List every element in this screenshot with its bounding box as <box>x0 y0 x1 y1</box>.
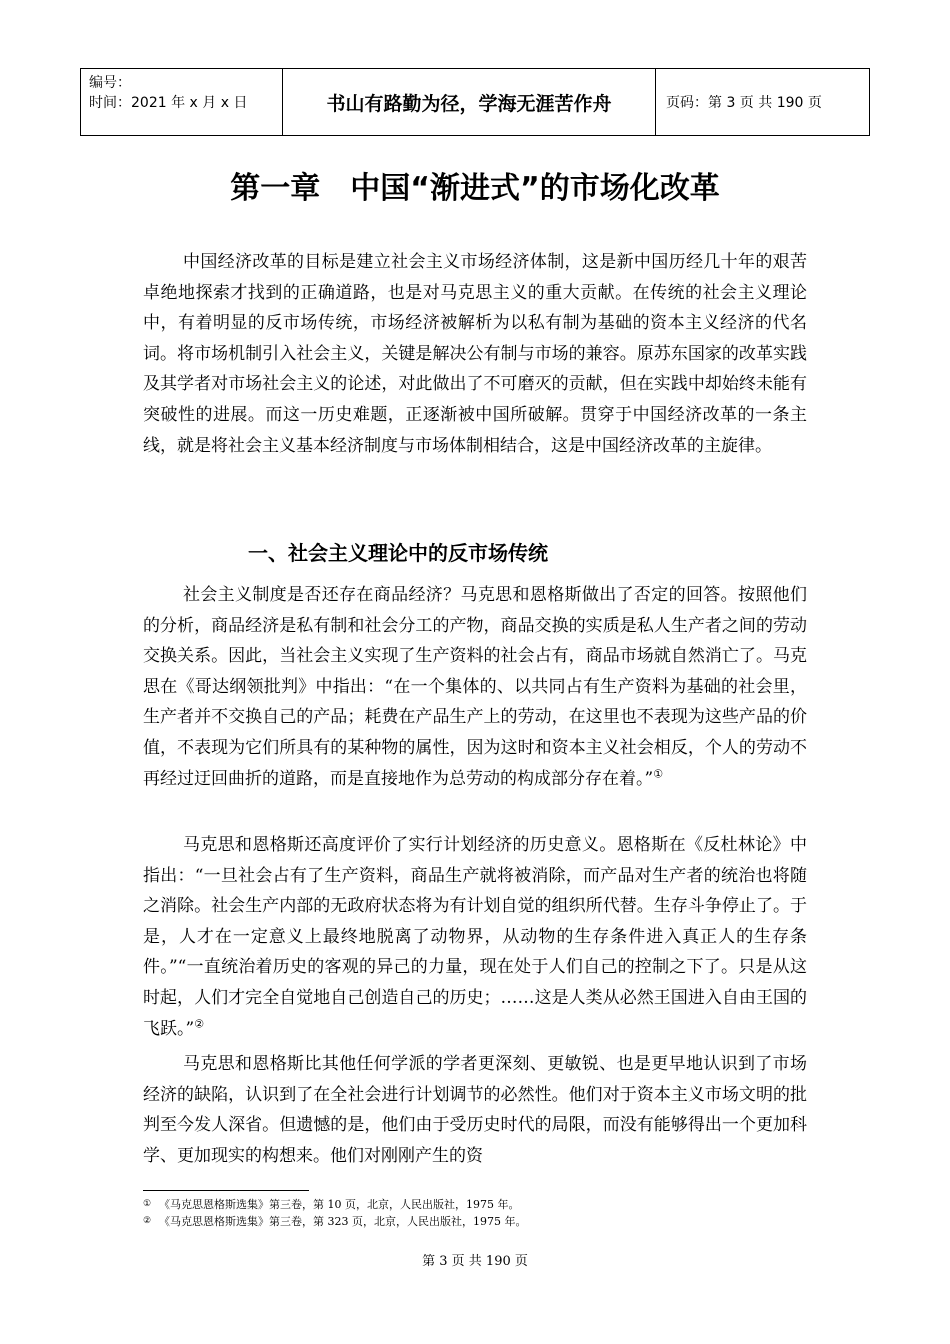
footnote-ref-1[interactable]: ① <box>653 766 664 780</box>
header-motto: 书山有路勤为径，学海无涯苦作舟 <box>283 69 656 135</box>
footnote-number: ① <box>143 1199 152 1209</box>
paragraph-2-text: 马克思和恩格斯还高度评价了实行计划经济的历史意义。恩格斯在《反杜林论》中指出：“一旦社会占有了生产资料，商品生产就将被消除，而产品对生产者的统治也将随之消除。社会生产内部的无政府状态将为有计划自觉的组织所代替。生存斗争停止了。于是，人才在一定意义上最终地脱离了动物界，从动物的生存条件进入真正人的生存条件。”“一直统治着历史的客观的异己的力量，现在处于人们自己的控制之下了。只是从这时起，人们才完全自觉地自己创造自己的历史；……这是人类从必然王国进入自由王国的飞跃。” <box>143 835 807 1039</box>
header-page-info: 页码：第 3 页 共 190 页 <box>666 95 822 111</box>
body-paragraph-1 <box>143 580 807 794</box>
paragraph-1-text: 社会主义制度是否还存在商品经济？马克思和恩格斯做出了否定的回答。按照他们的分析，商品经济是私有制和社会分工的产物，商品交换的实质是私人生产者之间的劳动交换关系。因此，当社会主义实现了生产资料的社会占有，商品市场就自然消亡了。马克思在《哥达纲领批判》中指出：“在一个集体的、以共同占有生产资料为基础的社会里，生产者并不交换自己的产品；耗费在产品生产上的劳动，在这里也不表现为这些产品的价值，不表现为它们所具有的某种物的属性，因为这时和资本主义社会相反，个人的劳动不再经过迂回曲折的道路，而是直接地作为总劳动的构成部分存在着。” <box>143 585 807 789</box>
page-header <box>80 68 870 136</box>
footnote-number: ② <box>143 1216 152 1226</box>
footnote-ref-2[interactable]: ② <box>194 1016 205 1030</box>
section-heading: 一、社会主义理论中的反市场传统 <box>248 541 548 565</box>
document-number-label: 编号： <box>89 75 131 91</box>
intro-paragraph: 中国经济改革的目标是建立社会主义市场经济体制，这是新中国历经几十年的艰苦卓绝地探索才找到的正确道路，也是对马克思主义的重大贡献。在传统的社会主义理论中，有着明显的反市场传统，市场经济被解析为以私有制为基础的资本主义经济的代名词。将市场机制引入社会主义，关键是解决公有制与市场的兼容。原苏东国家的改革实践及其学者对市场社会主义的论述，对此做出了不可磨灭的贡献，但在实践中却始终未能有突破性的进展。而这一历史难题，正逐渐被中国所破解。贯穿于中国经济改革的一条主线，就是将社会主义基本经济制度与市场体制相结合，这是中国经济改革的主旋律。 <box>143 252 807 456</box>
footnotes <box>143 1196 843 1230</box>
footnote-text: 《马克思恩格斯选集》第三卷，第 10 页，北京，人民出版社，1975 年。 <box>159 1198 520 1211</box>
footnote-text: 《马克思恩格斯选集》第三卷，第 323 页，北京，人民出版社，1975 年。 <box>159 1215 527 1228</box>
footnote-2 <box>143 1213 843 1230</box>
footnote-1 <box>143 1196 843 1213</box>
page-number: 第 3 页 共 190 页 <box>422 1254 528 1269</box>
header-meta <box>81 69 283 135</box>
chapter-title: 第一章 中国“渐进式”的市场化改革 <box>230 171 720 206</box>
body-paragraph-3: 马克思和恩格斯比其他任何学派的学者更深刻、更敏锐、也是更早地认识到了市场经济的缺陷，认识到了在全社会进行计划调节的必然性。他们对于资本主义市场文明的批判至今发人深省。但遗憾的是，他们由于受历史时代的局限，而没有能够得出一个更加科学、更加现实的构想来。他们对刚刚产生的资 <box>143 1054 807 1166</box>
document-date: 时间：2021 年 x 月 x 日 <box>89 95 248 111</box>
body-paragraph-2 <box>143 830 807 1044</box>
footnote-separator <box>143 1190 309 1191</box>
